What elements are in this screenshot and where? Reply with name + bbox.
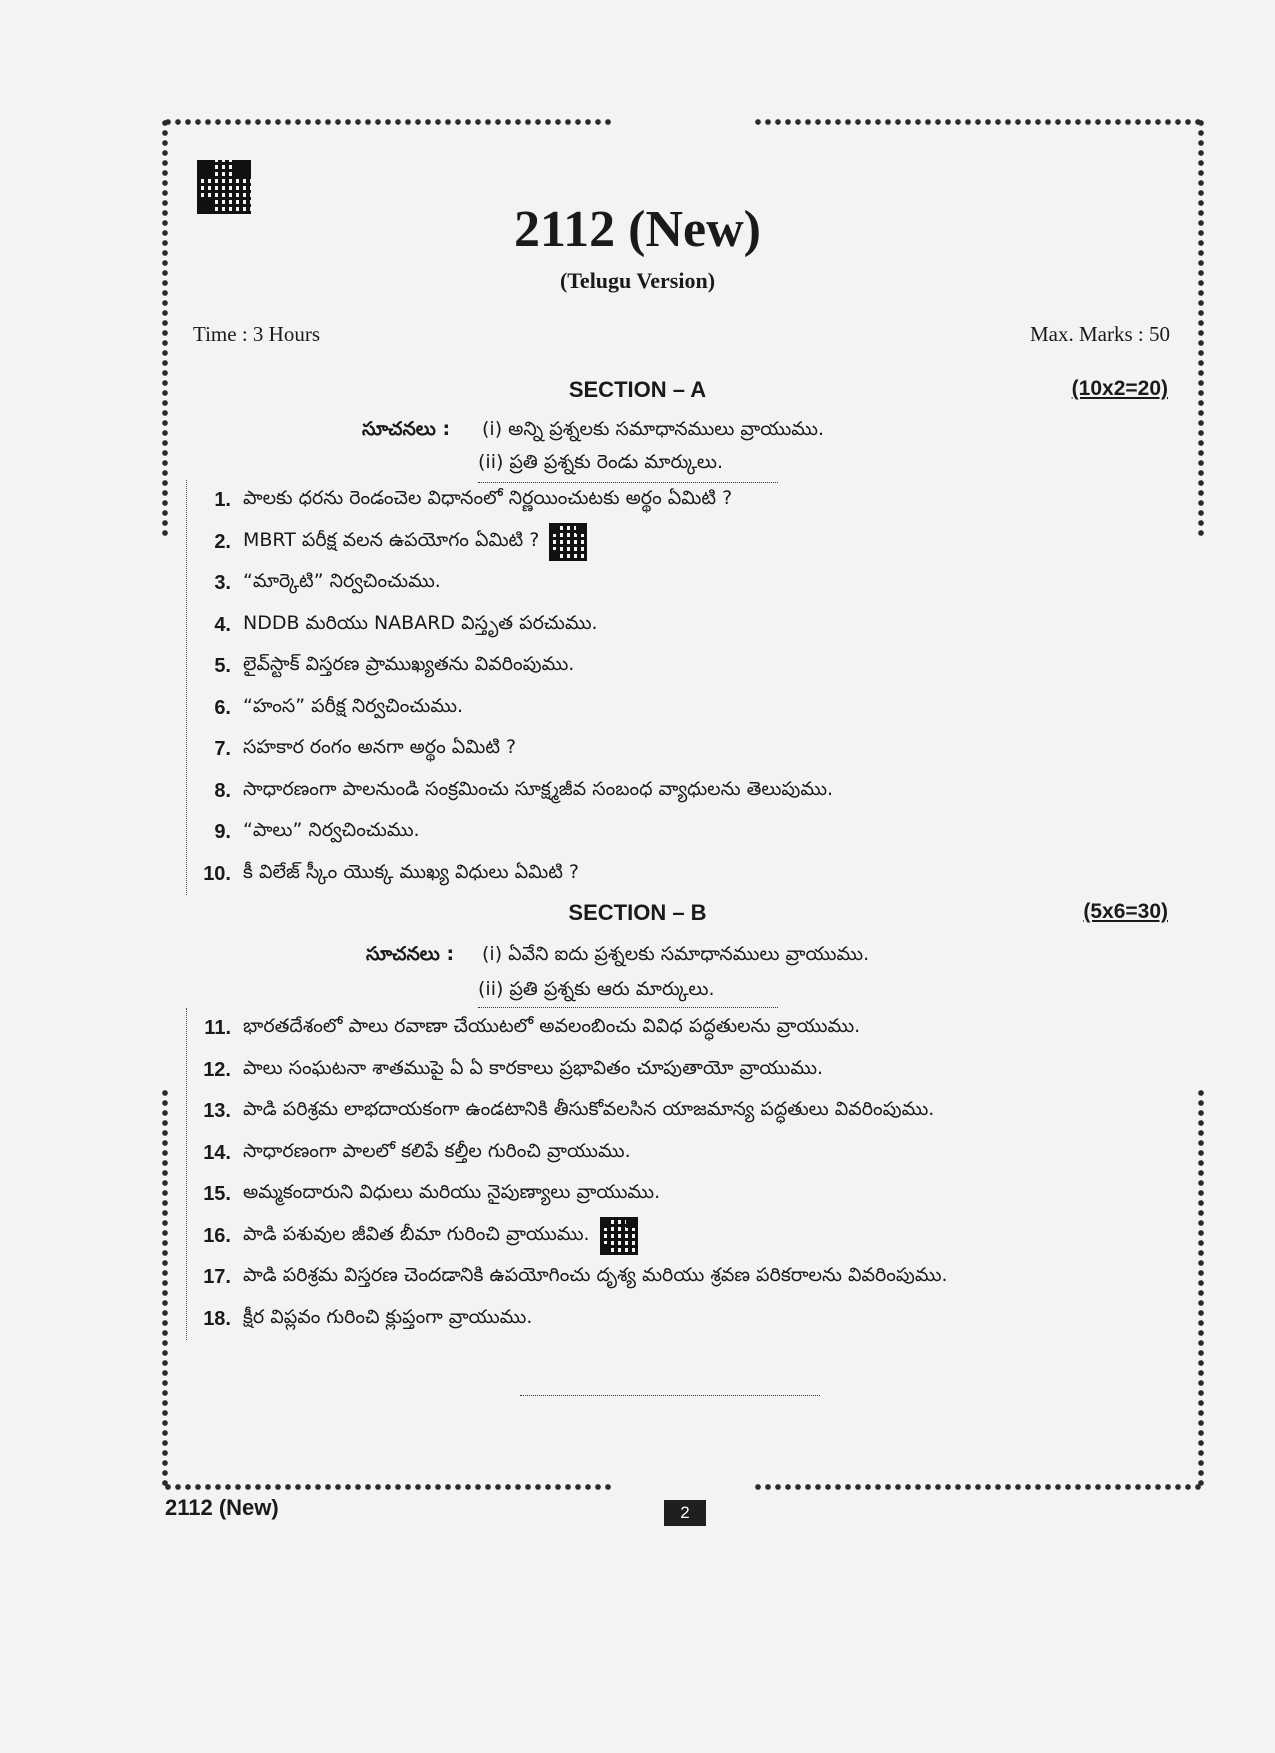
qr-code-icon <box>549 523 587 561</box>
section-b-question-list <box>186 1008 1087 1340</box>
list-item: 17. పాడి పరిశ్రమ విస్తరణ చెందడానికి ఉపయోగించు దృశ్య మరియు శ్రవణ పరికరాలను వివరింపుము. <box>203 1264 948 1289</box>
border-right-upper <box>1197 118 1205 538</box>
section-b-instructions-label: సూచనలు : <box>366 943 455 965</box>
section-b-title: SECTION – B <box>568 900 707 925</box>
list-item: 18. క్షీర విప్లవం గురించి క్లుప్తంగా వ్రాయుము. <box>203 1305 533 1330</box>
list-item: 4. NDDB మరియు NABARD విస్తృత పరచుము. <box>214 611 598 636</box>
section-b-instruction-2: (ii) ప్రతి ప్రశ్నకు ఆరు మార్కులు. <box>478 978 715 1000</box>
version-subtitle: (Telugu Version) <box>559 268 716 293</box>
list-item: 10. కీ విలేజ్ స్కీం యొక్క ముఖ్య విధులు ఏమిటి ? <box>203 860 579 885</box>
section-a-instructions-label: సూచనలు : <box>362 418 451 440</box>
list-item: 1. పాలకు ధరను రెండంచెల విధానంలో నిర్ణయించుటకు అర్థం ఏమిటి ? <box>214 487 733 512</box>
section-a-marks: (10x2=20) <box>1071 377 1168 400</box>
list-item: 13. పాడి పరిశ్రమ లాభదాయకంగా ఉండటానికి తీసుకోవలసిన యాజమాన్య పద్ధతులు వివరింపుము. <box>203 1098 935 1123</box>
list-item: 9. “పాలు” నిర్వచించుము. <box>214 819 420 844</box>
section-b-instruction-1: (i) ఏవేని ఐదు ప్రశ్నలకు సమాధానములు వ్రాయుము. <box>482 943 870 965</box>
list-item: 14. సాధారణంగా పాలలో కలిపే కల్తీల గురించి వ్రాయుము. <box>203 1139 631 1164</box>
section-b-marks: (5x6=30) <box>1083 900 1168 923</box>
end-rule <box>520 1395 820 1396</box>
qr-code-icon <box>600 1217 638 1255</box>
border-bottom-right <box>753 1483 1203 1491</box>
list-item: 2. MBRT పరీక్ష వలన ఉపయోగం ఏమిటి ? <box>187 522 1087 564</box>
section-a-title: SECTION – A <box>568 377 707 402</box>
section-a-instruction-2: (ii) ప్రతి ప్రశ్నకు రెండు మార్కులు. <box>478 451 724 473</box>
border-left-upper <box>161 118 169 538</box>
list-item: 3. “మార్కెటి” నిర్వచించుము. <box>214 570 441 595</box>
section-a-question-list <box>186 480 1087 895</box>
list-item: 5. లైవ్‌స్టాక్ విస్తరణ ప్రాముఖ్యతను వివరింపుము. <box>214 653 575 678</box>
footer-paper-code: 2112 (New) <box>165 1495 279 1520</box>
list-item: 8. సాధారణంగా పాలనుండి సంక్రమించు సూక్ష్మజీవ సంబంధ వ్యాధులను తెలుపుము. <box>214 777 834 802</box>
list-item: 11. భారతదేశంలో పాలు రవాణా చేయుటలో అవలంబించు వివిధ పద్ధతులను వ్రాయుము. <box>204 1015 861 1040</box>
max-marks: Max. Marks : 50 <box>1030 322 1170 346</box>
exam-time: Time : 3 Hours <box>193 322 320 346</box>
list-item: 12. పాలు సంఘటనా శాతముపై ఏ ఏ కారకాలు ప్రభావితం చూపుతాయో వ్రాయుము. <box>203 1056 824 1081</box>
list-item: 7. సహకార రంగం అనగా అర్థం ఏమిటి ? <box>214 736 517 761</box>
section-a-instruction-1: (i) అన్ని ప్రశ్నలకు సమాధానములు వ్రాయుము. <box>482 418 824 440</box>
list-item: 16. పాడి పశువుల జీవిత బీమా గురించి వ్రాయుము. <box>187 1216 1087 1258</box>
page-number: 2 <box>664 1500 706 1526</box>
border-right-lower <box>1197 1088 1205 1488</box>
border-top-left <box>163 118 613 126</box>
border-top-right <box>753 118 1203 126</box>
page-title: 2112 (New) <box>514 201 761 258</box>
border-bottom-left <box>163 1483 613 1491</box>
list-item: 15. అమ్మకందారుని విధులు మరియు నైపుణ్యాలు వ్రాయుము. <box>203 1181 661 1206</box>
list-item: 6. “హంస” పరీక్ష నిర్వచించుము. <box>214 694 464 719</box>
border-left-lower <box>161 1088 169 1488</box>
